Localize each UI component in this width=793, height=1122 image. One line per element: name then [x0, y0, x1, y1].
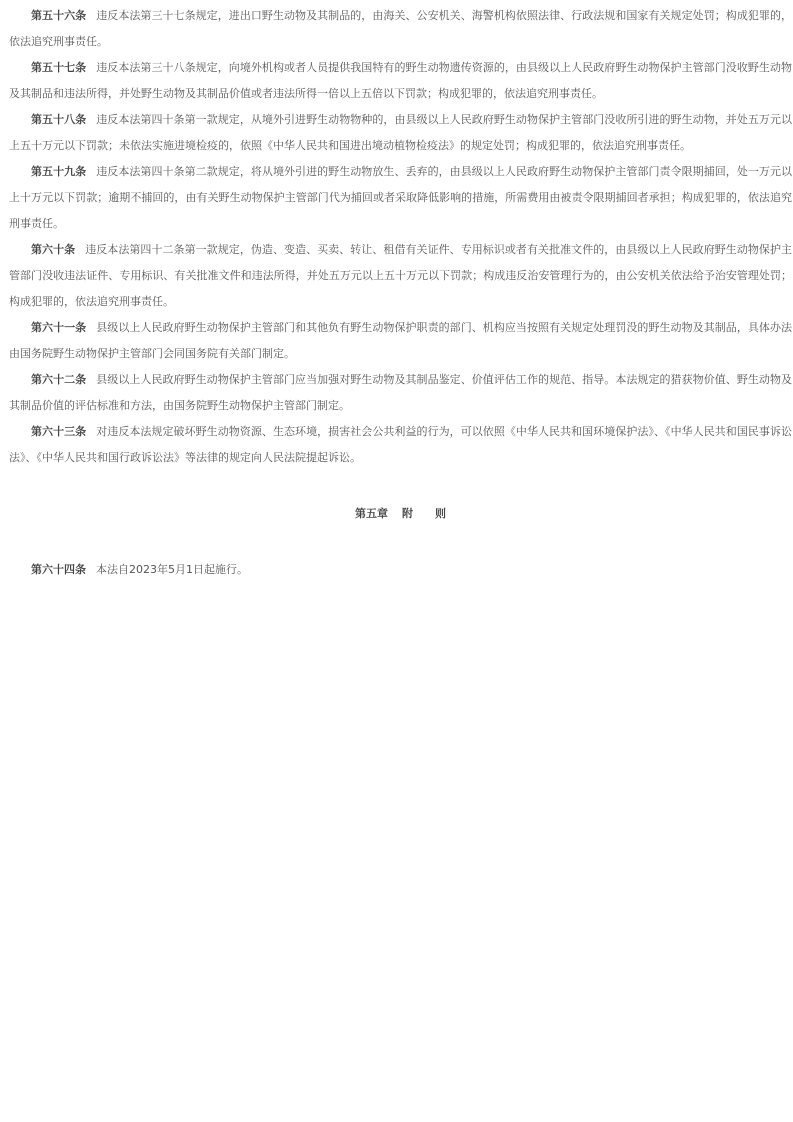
- article-text: 对违反本法规定破坏野生动物资源、生态环境，损害社会公共利益的行为，可以依照《中华人民共和国环境保护法》、《中华人民共和国民事诉讼法》、《中华人民共和国行政诉讼法》等法律的规定向人民法院提起诉讼。: [9, 425, 793, 464]
- article-number: 第五十九条: [31, 165, 87, 178]
- article-number: 第六十三条: [31, 425, 87, 438]
- chapter-heading: [9, 501, 792, 527]
- article-56: [9, 3, 792, 55]
- article-text: 县级以上人民政府野生动物保护主管部门应当加强对野生动物及其制品鉴定、价值评估工作的规范、指导。本法规定的猎获物价值、野生动物及其制品价值的评估标准和方法，由国务院野生动物保护主管部门制定。: [9, 373, 793, 412]
- article-text: 违反本法第三十七条规定，进出口野生动物及其制品的，由海关、公安机关、海警机构依照法律、行政法规和国家有关规定处罚；构成犯罪的，依法追究刑事责任。: [9, 9, 793, 48]
- article-text: 违反本法第四十二条第一款规定，伪造、变造、买卖、转让、租借有关证件、专用标识或者有关批准文件的，由县级以上人民政府野生动物保护主管部门没收违法证件、专用标识、有关批准文件和违法所得，并处五万元以上五十万元以下罚款；构成违反治安管理行为的，由公安机关依法给予治安管理处罚；构成犯罪的，依法追究刑事责任。: [9, 243, 793, 308]
- document-page: [9, 3, 792, 583]
- article-number: 第五十七条: [31, 61, 87, 74]
- article-60: [9, 237, 792, 315]
- article-text: 本法自2023年5月1日起施行。: [96, 563, 248, 576]
- article-59: [9, 159, 792, 237]
- article-number: 第六十一条: [31, 321, 87, 334]
- article-text: 县级以上人民政府野生动物保护主管部门和其他负有野生动物保护职责的部门、机构应当按照有关规定处理罚没的野生动物及其制品，具体办法由国务院野生动物保护主管部门会同国务院有关部门制定。: [9, 321, 793, 360]
- article-number: 第六十二条: [31, 373, 87, 386]
- article-63: [9, 419, 792, 471]
- article-number: 第六十四条: [31, 563, 86, 576]
- article-number: 第五十八条: [31, 113, 87, 126]
- article-62: [9, 367, 792, 419]
- article-64: [9, 557, 792, 583]
- article-number: 第六十条: [31, 243, 76, 256]
- chapter-title-part-1: 附: [402, 507, 413, 520]
- article-number: 第五十六条: [31, 9, 87, 22]
- article-61: [9, 315, 792, 367]
- chapter-number: 第五章: [355, 507, 388, 520]
- article-58: [9, 107, 792, 159]
- article-text: 违反本法第三十八条规定，向境外机构或者人员提供我国特有的野生动物遗传资源的，由县级以上人民政府野生动物保护主管部门没收野生动物及其制品和违法所得，并处野生动物及其制品价值或者违法所得一倍以上五倍以下罚款；构成犯罪的，依法追究刑事责任。: [9, 61, 793, 100]
- chapter-title-part-2: 则: [435, 507, 446, 520]
- article-text: 违反本法第四十条第二款规定，将从境外引进的野生动物放生、丢弃的，由县级以上人民政府野生动物保护主管部门责令限期捕回，处一万元以上十万元以下罚款；逾期不捕回的，由有关野生动物保护主管部门代为捕回或者采取降低影响的措施，所需费用由被责令限期捕回者承担；构成犯罪的，依法追究刑事责任。: [9, 165, 793, 230]
- article-57: [9, 55, 792, 107]
- article-text: 违反本法第四十条第一款规定，从境外引进野生动物物种的，由县级以上人民政府野生动物保护主管部门没收所引进的野生动物，并处五万元以上五十万元以下罚款；未依法实施进境检疫的，依照《中华人民共和国进出境动植物检疫法》的规定处罚；构成犯罪的，依法追究刑事责任。: [9, 113, 793, 152]
